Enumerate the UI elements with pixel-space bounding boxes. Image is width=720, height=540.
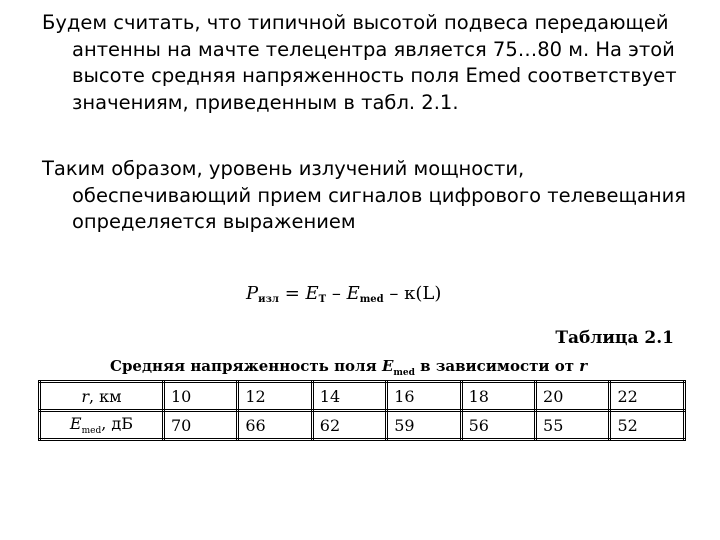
table-cell: 18 [461, 382, 535, 411]
caption-sub: med [393, 368, 415, 378]
table-cell: 70 [163, 411, 237, 440]
table-cell: 22 [610, 382, 685, 411]
table-cell: 59 [387, 411, 461, 440]
formula-lhs: P [246, 283, 259, 304]
table-row [40, 411, 685, 440]
table-cell: 10 [163, 382, 237, 411]
caption-pre: Средняя напряженность поля [110, 357, 377, 375]
data-table [38, 380, 686, 441]
table-cell: 66 [238, 411, 312, 440]
formula-lhs-sub: изл [258, 294, 279, 305]
table-cell: 56 [461, 411, 535, 440]
row-header-emed-unit: , дБ [101, 413, 134, 433]
table-cell: 20 [536, 382, 610, 411]
row-header-emed-var: E [69, 413, 82, 433]
formula-term-2: E [346, 283, 360, 304]
row-header-emed [40, 411, 164, 440]
paragraph-intro: Будем считать, что типичной высотой подвеса передающей антенны на мачте телецентра является 75…80 м. На этой высоте средняя напряженность поля Emed соответствует значениям, приведенным в табл. 2.1. [42, 11, 677, 114]
formula: $P_{изл} = E_T - E_{med} - \kappa(L)$ [246, 283, 442, 305]
table-row [40, 382, 685, 411]
table-cell: 52 [610, 411, 685, 440]
row-header-r-var: r [81, 386, 89, 406]
caption-post: в зависимости от [420, 357, 575, 375]
formula-term-2-sub: med [359, 294, 384, 305]
table-cell: 14 [312, 382, 386, 411]
paragraph-expression: Таким образом, уровень излучений мощности, обеспечивающий прием сигналов цифрового телевещания определяется выражением [42, 157, 687, 233]
formula-term-1-sub: T [318, 294, 327, 305]
table-cell: 62 [312, 411, 386, 440]
table-cell: 16 [387, 382, 461, 411]
caption-var: E [381, 357, 394, 375]
row-header-emed-sub: med [81, 426, 102, 437]
row-header-r-unit: , км [88, 386, 122, 406]
row-header-r [40, 382, 164, 411]
formula-term-1: E [305, 283, 319, 304]
table-cell: 12 [238, 382, 312, 411]
table-cell: 55 [536, 411, 610, 440]
table-label: Таблица 2.1 [555, 328, 674, 348]
formula-term-3: κ(L) [404, 283, 442, 304]
table-caption [110, 357, 587, 378]
caption-end: r [579, 357, 588, 375]
